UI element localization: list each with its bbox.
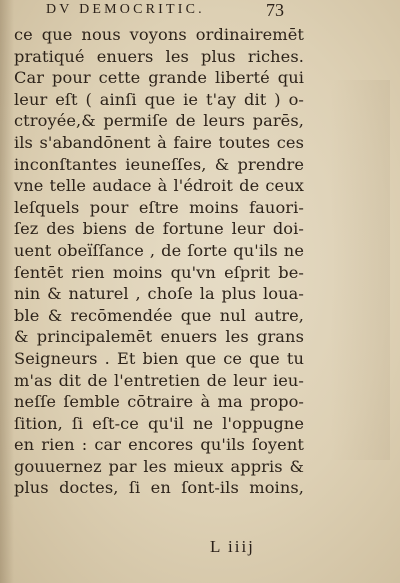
- text-line: inconſtantes ieuneſſes, & prendre: [14, 154, 304, 174]
- running-head: [0, 2, 400, 24]
- text-line: Car pour cette grande liberté qui: [14, 68, 304, 88]
- text-line: ſez des biens de fortune leur doi-: [14, 219, 304, 239]
- text-line: ſentēt rien moins qu'vn eſprit be-: [14, 262, 304, 282]
- text-line: vne telle audace à l'édroit de ceux: [14, 176, 304, 196]
- text-line: plus doctes, ſi en ſont-ils moins,: [14, 478, 304, 498]
- page-number: 73: [266, 0, 284, 20]
- paper-show-through: [330, 80, 390, 460]
- text-line: m'as dit de l'entretien de leur ieu-: [14, 370, 304, 390]
- text-line: ce que nous voyons ordinairemēt: [14, 25, 304, 44]
- text-line: ctroyée,& permiſe de leurs parēs,: [14, 111, 304, 131]
- text-line: nin & naturel , choſe la plus loua-: [14, 284, 304, 304]
- text-line: & principalemēt enuers les grans: [14, 327, 304, 347]
- text-line: leur eſt ( ainſi que ie t'ay dit ) o-: [14, 89, 304, 109]
- gutter-shadow: [0, 0, 14, 583]
- text-line: ble & recōmendée que nul autre,: [14, 305, 304, 325]
- text-line: gouuernez par les mieux appris &: [14, 456, 304, 476]
- text-line: uent obeïſſance , de ſorte qu'ils ne: [14, 240, 304, 260]
- text-line: ſition, ſi eſt-ce qu'il ne l'oppugne: [14, 413, 304, 433]
- text-line: leſquels pour eſtre moins fauori-: [14, 197, 304, 217]
- body-text: [14, 24, 304, 499]
- text-line: en rien : car encores qu'ils ſoyent: [14, 435, 304, 455]
- text-line: ils s'abandōnent à faire toutes ces: [14, 132, 304, 152]
- text-line: Seigneurs . Et bien que ce que tu: [14, 348, 304, 368]
- running-head-title: DV DEMOCRITIC.: [46, 2, 205, 17]
- signature-mark: L iiij: [210, 537, 255, 556]
- text-line: neſſe ſemble cōtraire à ma propo-: [14, 392, 304, 412]
- text-line: pratiqué enuers les plus riches.: [14, 46, 304, 66]
